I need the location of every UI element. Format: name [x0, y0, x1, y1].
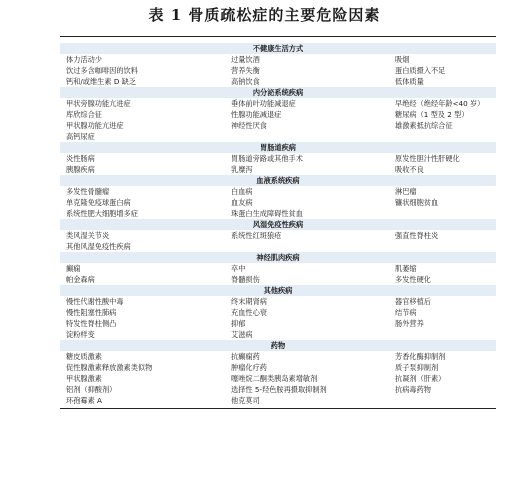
table-cell: 抗癫痫药 [231, 352, 260, 361]
table-cell: 多发性骨髓瘤 [66, 187, 110, 196]
table-cell: 终末期肾病 [231, 297, 267, 306]
table-cell: 乳糜泻 [231, 165, 253, 174]
table-cell [389, 329, 496, 340]
table-cell: 单克隆免疫球蛋白病 [66, 198, 131, 207]
section-heading: 药物 [60, 340, 496, 351]
table-row [60, 307, 496, 318]
table-cell: 特发性脊柱侧凸 [66, 319, 117, 328]
table-cell: 癫痫 [66, 264, 81, 273]
table-cell: 艾滋病 [231, 330, 253, 339]
table-cell: 营养失衡 [231, 66, 260, 75]
table-row [60, 329, 496, 340]
table-cell: 炎性肠病 [66, 154, 95, 163]
table-row [60, 373, 496, 384]
table-cell: 卒中 [231, 264, 246, 273]
table-cell: 其他风湿免疫性疾病 [66, 242, 131, 251]
table-cell [389, 131, 496, 142]
table-cell: 血友病 [231, 198, 253, 207]
table-row [60, 395, 496, 406]
table-cell: 系统性红斑狼疮 [231, 231, 282, 240]
table-cell: 胃肠道旁路或其他手术 [231, 154, 303, 163]
table-cell: 吸收不良 [395, 165, 424, 174]
table-cell: 饮过多含咖啡因的饮料 [66, 66, 138, 75]
table-cell: 性腺功能减退症 [231, 110, 282, 119]
table-row [60, 197, 496, 208]
table-row [60, 241, 496, 252]
table-cell: 高钙尿症 [66, 132, 95, 141]
table-cell: 肌萎缩 [395, 264, 417, 273]
table-cell: 噻唑烷二酮类胰岛素增敏剂 [231, 374, 318, 383]
section-heading: 风湿免疫性疾病 [60, 219, 496, 230]
table-cell: 抗病毒药物 [395, 385, 431, 394]
section-heading: 不健康生活方式 [60, 43, 496, 54]
table-cell: 器官移植后 [395, 297, 431, 306]
table-cell: 甲状腺激素 [66, 374, 102, 383]
table-row [60, 186, 496, 197]
table-row [60, 351, 496, 362]
table-cell: 神经性厌食 [231, 121, 267, 130]
table-cell: 糖皮质激素 [66, 352, 102, 361]
table-cell: 促性腺激素释放激素类似物 [66, 363, 153, 372]
table-cell: 肠外营养 [395, 319, 424, 328]
table-row [60, 98, 496, 109]
table-cell: 镰状细胞贫血 [395, 198, 439, 207]
section-heading: 胃肠道疾病 [60, 142, 496, 153]
section-heading: 其他疾病 [60, 285, 496, 296]
table-row [60, 263, 496, 274]
table-cell: 帕金森病 [66, 275, 95, 284]
table-row [60, 164, 496, 175]
table-cell: 钙和/或维生素 D 缺乏 [66, 77, 137, 86]
table-row [60, 318, 496, 329]
bottom-rule [60, 408, 496, 409]
table-cell: 蛋白质摄入不足 [395, 66, 446, 75]
table-cell: 过量饮酒 [231, 55, 260, 64]
table-cell: 芳香化酶抑制剂 [395, 352, 446, 361]
section-heading: 血液系统疾病 [60, 175, 496, 186]
table-row [60, 76, 496, 87]
table-cell: 系统性肥大细胞增多症 [66, 209, 138, 218]
table-cell [389, 395, 496, 406]
table-cell: 垂体前叶功能减退症 [231, 99, 296, 108]
table-cell: 慢性代谢性酸中毒 [66, 297, 124, 306]
section-heading: 神经肌肉疾病 [60, 252, 496, 263]
table-cell: 高钠饮食 [231, 77, 260, 86]
table-cell: 低体质量 [395, 77, 424, 86]
table-row [60, 131, 496, 142]
table-cell: 抑郁 [231, 319, 246, 328]
table-cell [225, 131, 389, 142]
table-cell: 库欣综合征 [66, 110, 102, 119]
table-cell: 淀粉样变 [66, 330, 95, 339]
table-cell: 充血性心衰 [231, 308, 267, 317]
table-cell: 环孢霉素 A [66, 396, 102, 405]
table-cell [389, 241, 496, 252]
table-row [60, 230, 496, 241]
table-cell: 脊髓损伤 [231, 275, 260, 284]
table-cell: 早绝经（绝经年龄<40 岁） [395, 99, 485, 108]
section-heading: 内分泌系统疾病 [60, 87, 496, 98]
table-cell: 雄激素抵抗综合征 [395, 121, 453, 130]
table-cell: 质子泵抑制剂 [395, 363, 439, 372]
table-title: 表 1 骨质疏松症的主要危险因素 [148, 6, 381, 24]
table-cell: 类风湿关节炎 [66, 231, 110, 240]
table-cell: 甲状旁腺功能亢进症 [66, 99, 131, 108]
table-cell [225, 241, 389, 252]
table-cell: 体力活动少 [66, 55, 102, 64]
table-cell: 他克莫司 [231, 396, 260, 405]
table-cell [389, 208, 496, 219]
table-row [60, 296, 496, 307]
table-row [60, 362, 496, 373]
table-cell: 肿瘤化疗药 [231, 363, 267, 372]
table-row [60, 274, 496, 285]
table-row [60, 54, 496, 65]
table-cell: 抗凝剂（肝素） [395, 374, 446, 383]
table-cell: 胰腺疾病 [66, 165, 95, 174]
table-cell: 吸烟 [395, 55, 410, 64]
table-row [60, 65, 496, 76]
top-rule [60, 36, 496, 37]
table-row [60, 120, 496, 131]
table-row [60, 153, 496, 164]
table-cell: 原发性胆汁性肝硬化 [395, 154, 460, 163]
table-cell: 结节病 [395, 308, 417, 317]
table-cell: 白血病 [231, 187, 253, 196]
table-cell: 珠蛋白生成障碍性贫血 [231, 209, 303, 218]
table-cell: 选择性 5-羟色胺再摄取抑制剂 [231, 385, 327, 394]
table-cell: 铝剂（抑酸剂） [66, 385, 117, 394]
table-cell: 糖尿病（1 型及 2 型） [395, 110, 469, 119]
table-row [60, 208, 496, 219]
table-cell: 多发性硬化 [395, 275, 431, 284]
table-cell: 强直性脊柱炎 [395, 231, 439, 240]
table-cell: 甲状腺功能亢进症 [66, 121, 124, 130]
table-cell: 慢性阻塞性肺病 [66, 308, 117, 317]
table-row [60, 109, 496, 120]
table-cell: 淋巴瘤 [395, 187, 417, 196]
table-row [60, 384, 496, 395]
risk-factor-table [60, 43, 496, 406]
